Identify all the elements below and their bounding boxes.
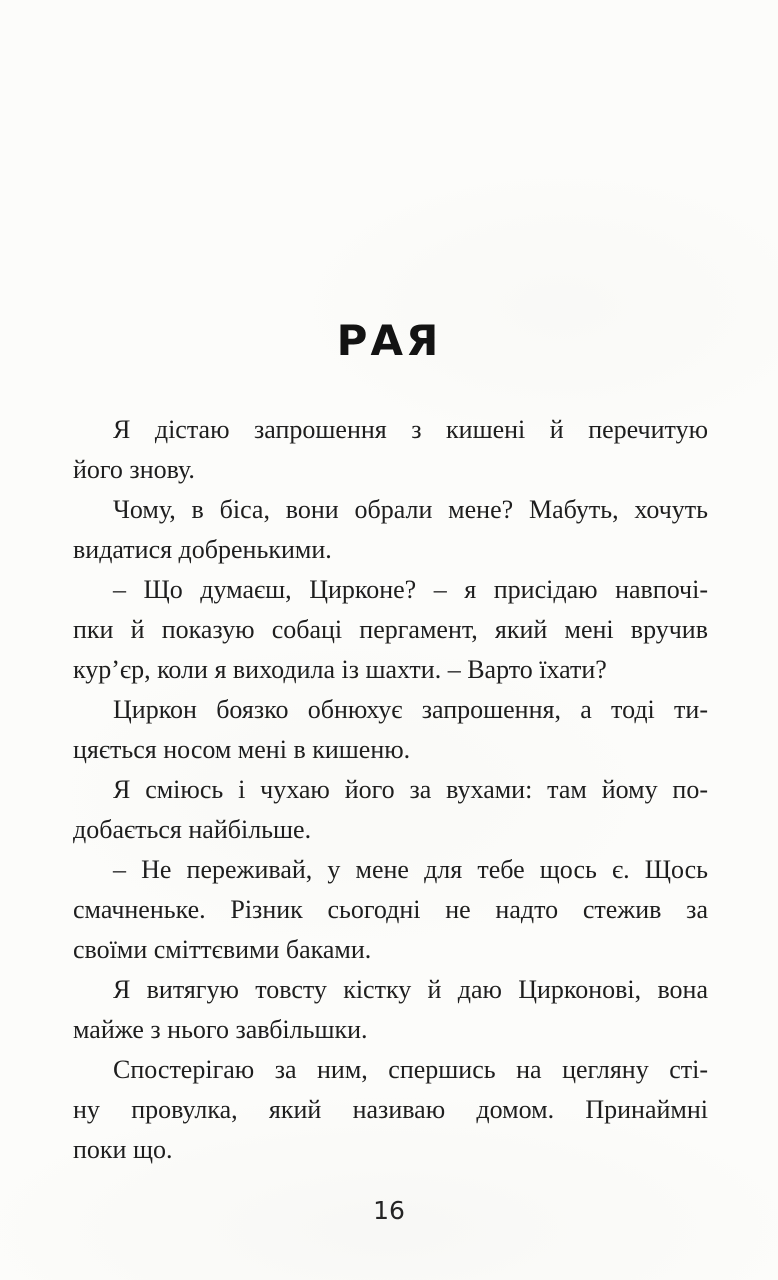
text-line: Я сміюсь і чухаю його за вухами: там йому по- — [113, 775, 708, 804]
text-line: Циркон боязко обнюхує запрошення, а тоді ти- — [113, 695, 708, 724]
text-line: смачненьке. Різник сьогодні не надто стежив за — [73, 895, 708, 924]
text-line: поки що. — [73, 1135, 173, 1164]
text-line: – Не переживай, у мене для тебе щось є. Щось — [113, 855, 708, 884]
text-line: цяється носом мені в кишеню. — [73, 735, 411, 764]
page-number: 16 — [373, 1196, 405, 1225]
text-line: Я дістаю запрошення з кишені й перечитую — [113, 415, 708, 444]
text-line: добається найбільше. — [73, 815, 312, 844]
text-line: Спостерігаю за ним, спершись на цегляну сті- — [113, 1055, 708, 1084]
text-line: Я витягую товсту кістку й даю Цирконові, вона — [113, 975, 708, 1004]
text-line: ну провулка, який називаю домом. Принаймні — [73, 1095, 708, 1124]
text-line: пки й показую собаці пергамент, який мені вручив — [73, 615, 708, 644]
chapter-title: РАЯ — [336, 316, 442, 365]
text-line: – Що думаєш, Цирконе? – я присідаю навпочі- — [113, 575, 708, 604]
body-text-block — [73, 410, 708, 1170]
text-line: своїми сміттєвими баками. — [73, 935, 372, 964]
text-line: видатися добренькими. — [73, 535, 332, 564]
text-line: його знову. — [73, 455, 195, 484]
text-line: кур’єр, коли я виходила із шахти. – Варто їхати? — [73, 655, 607, 684]
text-line: майже з нього завбільшки. — [73, 1015, 368, 1044]
text-line: Чому, в біса, вони обрали мене? Мабуть, хочуть — [113, 495, 708, 524]
